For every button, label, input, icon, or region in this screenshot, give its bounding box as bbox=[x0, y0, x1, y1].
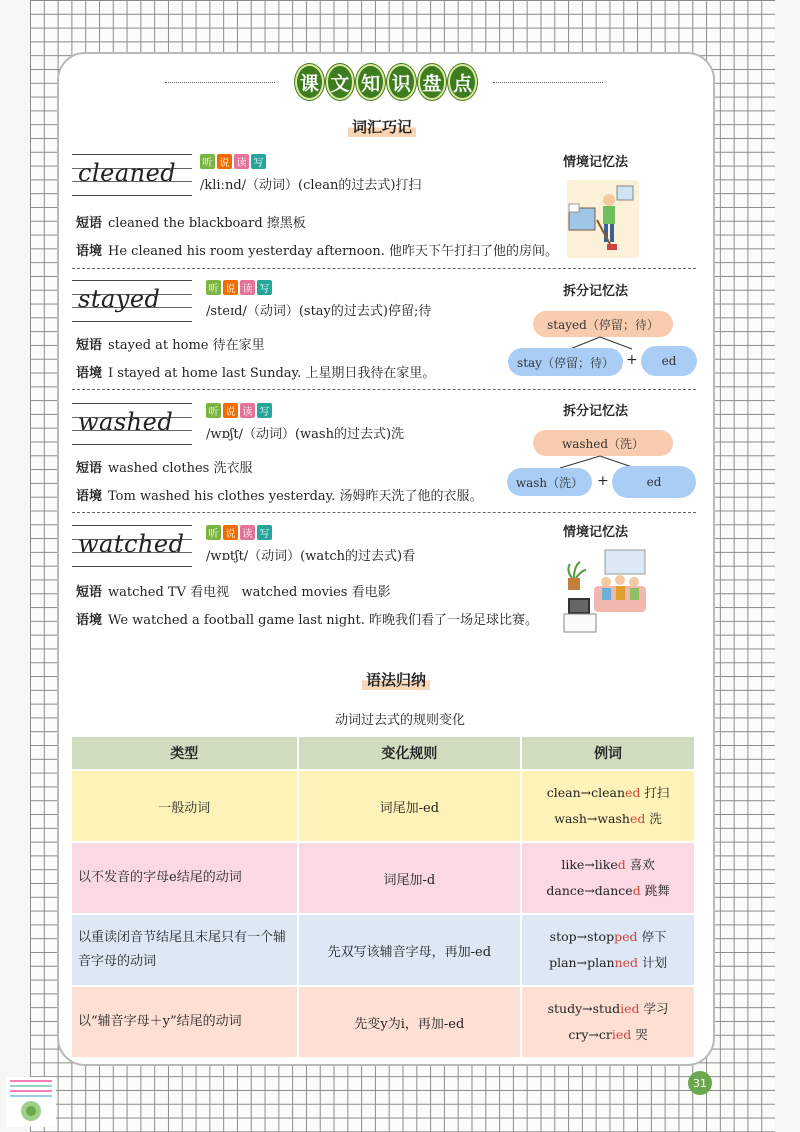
example-word bbox=[523, 878, 693, 904]
phonetic-definition: /wɒʃt/（动词）(wash的过去式)洗 bbox=[206, 427, 405, 442]
split-whole-pill: washed（洗） bbox=[533, 430, 673, 456]
cell-rule: 先变y为i，再加-ed bbox=[298, 986, 522, 1057]
cell-examples bbox=[521, 770, 695, 842]
handwriting-lines bbox=[72, 280, 192, 322]
cell-examples bbox=[521, 842, 695, 914]
section-divider bbox=[72, 268, 696, 269]
cell-type: 以不发音的字母e结尾的动词 bbox=[72, 842, 298, 914]
example-base: dance→dance bbox=[546, 883, 633, 898]
example-ending: d bbox=[632, 883, 641, 898]
context-label: 语境 bbox=[76, 489, 103, 504]
banner-char: 点 bbox=[448, 64, 477, 100]
phrase-line bbox=[76, 212, 306, 231]
context-label: 语境 bbox=[76, 613, 103, 628]
phonetic-definition: /steɪd/（动词）(stay的过去式)停留;待 bbox=[206, 304, 432, 319]
past-tense-rules-table bbox=[72, 737, 696, 1057]
cell-rule: 词尾加-d bbox=[298, 842, 522, 914]
example-word bbox=[523, 780, 693, 806]
phrase-line bbox=[76, 334, 265, 353]
banner-char: 课 bbox=[295, 64, 324, 100]
badge-speak: 说 bbox=[223, 403, 238, 418]
badge-listen: 听 bbox=[200, 154, 215, 169]
cell-rule: 词尾加-ed bbox=[298, 770, 522, 842]
publisher-stamp-logo bbox=[6, 1077, 56, 1127]
memory-method-label: 拆分记忆法 bbox=[563, 404, 629, 419]
header-example: 例词 bbox=[521, 737, 695, 770]
example-ending: ied bbox=[611, 1027, 632, 1042]
badge-listen: 听 bbox=[206, 280, 221, 295]
example-base: plan→plan bbox=[549, 955, 615, 970]
badge-read: 读 bbox=[240, 403, 255, 418]
example-base: cry→cr bbox=[568, 1027, 612, 1042]
phrase-text: cleaned the blackboard 擦黑板 bbox=[108, 216, 306, 231]
context-text: We watched a football game last night. 昨晚我们看了一场足球比赛。 bbox=[108, 613, 539, 628]
vocab-word: cleaned bbox=[78, 159, 177, 187]
example-word bbox=[523, 996, 693, 1022]
badge-write: 写 bbox=[257, 525, 272, 540]
banner-char: 盘 bbox=[418, 64, 447, 100]
family-watching-tv-illustration bbox=[560, 548, 650, 638]
handwriting-lines bbox=[72, 525, 192, 567]
example-base: like→like bbox=[561, 857, 618, 872]
example-ending: ed bbox=[625, 785, 641, 800]
example-meaning: 停下 bbox=[637, 929, 667, 944]
skill-badges bbox=[206, 525, 272, 540]
context-label: 语境 bbox=[76, 366, 103, 381]
handwriting-lines bbox=[72, 403, 192, 445]
example-meaning: 喜欢 bbox=[625, 857, 655, 872]
grammar-section-title: 语法归纳 bbox=[362, 669, 430, 690]
cell-type: 以“辅音字母＋y”结尾的动词 bbox=[72, 986, 298, 1057]
memory-method-label: 拆分记忆法 bbox=[563, 284, 629, 299]
context-line bbox=[76, 609, 538, 628]
phrase-text: watched TV 看电视 watched movies 看电影 bbox=[108, 585, 391, 600]
badge-write: 写 bbox=[257, 403, 272, 418]
cell-examples bbox=[521, 914, 695, 986]
table-row bbox=[72, 986, 695, 1057]
memory-method-label: 情境记忆法 bbox=[563, 155, 629, 170]
example-word bbox=[523, 1022, 693, 1048]
vocab-word: washed bbox=[78, 408, 174, 436]
phrase-line bbox=[76, 581, 391, 600]
skill-badges bbox=[206, 280, 272, 295]
example-ending: ped bbox=[614, 929, 638, 944]
badge-listen: 听 bbox=[206, 403, 221, 418]
example-ending: ied bbox=[620, 1001, 640, 1016]
plus-sign: + bbox=[597, 473, 609, 489]
phrase-text: washed clothes 洗衣服 bbox=[108, 461, 253, 476]
cell-type: 一般动词 bbox=[72, 770, 298, 842]
split-base-pill: wash（洗） bbox=[507, 468, 592, 496]
example-meaning: 跳舞 bbox=[640, 883, 670, 898]
table-header-row bbox=[72, 737, 695, 770]
context-line bbox=[76, 240, 558, 259]
phrase-text: stayed at home 待在家里 bbox=[108, 338, 265, 353]
cell-examples bbox=[521, 986, 695, 1057]
example-meaning: 洗 bbox=[645, 811, 662, 826]
table-row bbox=[72, 770, 695, 842]
example-meaning: 计划 bbox=[638, 955, 668, 970]
table-row bbox=[72, 842, 695, 914]
example-ending: d bbox=[617, 857, 626, 872]
badge-listen: 听 bbox=[206, 525, 221, 540]
banner-char: 识 bbox=[387, 64, 416, 100]
cell-rule: 先双写该辅音字母，再加-ed bbox=[298, 914, 522, 986]
example-ending: ed bbox=[629, 811, 646, 826]
phrase-line bbox=[76, 457, 252, 476]
context-text: I stayed at home last Sunday. 上星期日我待在家里。 bbox=[108, 366, 436, 381]
badge-speak: 说 bbox=[223, 525, 238, 540]
page-number: 31 bbox=[688, 1071, 712, 1095]
phrase-label: 短语 bbox=[76, 216, 103, 231]
example-word bbox=[523, 924, 693, 950]
skill-badges bbox=[200, 154, 266, 169]
vocab-word: watched bbox=[78, 530, 185, 558]
example-base: stop→stop bbox=[549, 929, 615, 944]
section-divider bbox=[72, 389, 696, 390]
example-base: study→stud bbox=[547, 1001, 621, 1016]
split-whole-pill: stayed（停留；待） bbox=[533, 311, 673, 337]
phonetic-definition: /kliːnd/（动词）(clean的过去式)打扫 bbox=[200, 178, 422, 193]
page-banner bbox=[295, 64, 477, 100]
badge-speak: 说 bbox=[217, 154, 232, 169]
example-meaning: 打扫 bbox=[640, 785, 670, 800]
memory-method-label: 情境记忆法 bbox=[563, 525, 629, 540]
badge-read: 读 bbox=[240, 525, 255, 540]
vocab-word: stayed bbox=[78, 285, 161, 313]
badge-speak: 说 bbox=[223, 280, 238, 295]
example-word bbox=[523, 806, 693, 832]
section-divider bbox=[72, 512, 696, 513]
badge-write: 写 bbox=[257, 280, 272, 295]
phonetic-definition: /wɒtʃt/（动词）(watch的过去式)看 bbox=[206, 549, 416, 564]
context-text: He cleaned his room yesterday afternoon. 他昨天下午打扫了他的房间。 bbox=[108, 244, 558, 259]
phrase-label: 短语 bbox=[76, 461, 103, 476]
cell-type: 以重读闭音节结尾且末尾只有一个辅音字母的动词 bbox=[72, 914, 298, 986]
handwriting-lines bbox=[72, 154, 192, 196]
banner-left-dots bbox=[165, 82, 275, 83]
example-base: clean→clean bbox=[546, 785, 626, 800]
banner-char: 知 bbox=[356, 64, 385, 100]
skill-badges bbox=[206, 403, 272, 418]
header-rule: 变化规则 bbox=[298, 737, 522, 770]
table-row bbox=[72, 914, 695, 986]
plus-sign: + bbox=[626, 352, 638, 368]
example-meaning: 哭 bbox=[631, 1027, 648, 1042]
phrase-label: 短语 bbox=[76, 585, 103, 600]
vocab-section-title: 词汇巧记 bbox=[348, 116, 416, 137]
badge-write: 写 bbox=[251, 154, 266, 169]
badge-read: 读 bbox=[240, 280, 255, 295]
context-text: Tom washed his clothes yesterday. 汤姆昨天洗了他的衣服。 bbox=[108, 489, 483, 504]
table-caption: 动词过去式的规则变化 bbox=[334, 713, 465, 728]
header-type: 类型 bbox=[72, 737, 298, 770]
badge-read: 读 bbox=[234, 154, 249, 169]
example-ending: ned bbox=[614, 955, 639, 970]
example-meaning: 学习 bbox=[639, 1001, 669, 1016]
example-word bbox=[523, 950, 693, 976]
example-base: wash→wash bbox=[554, 811, 630, 826]
split-base-pill: stay（停留；待） bbox=[508, 348, 623, 376]
banner-right-dots bbox=[493, 82, 603, 83]
context-line bbox=[76, 485, 483, 504]
context-label: 语境 bbox=[76, 244, 103, 259]
context-line bbox=[76, 362, 435, 381]
split-suffix-pill: ed bbox=[612, 466, 696, 498]
split-suffix-pill: ed bbox=[641, 346, 697, 376]
phrase-label: 短语 bbox=[76, 338, 103, 353]
banner-char: 文 bbox=[326, 64, 355, 100]
example-word bbox=[523, 852, 693, 878]
boy-cleaning-illustration bbox=[567, 180, 639, 258]
